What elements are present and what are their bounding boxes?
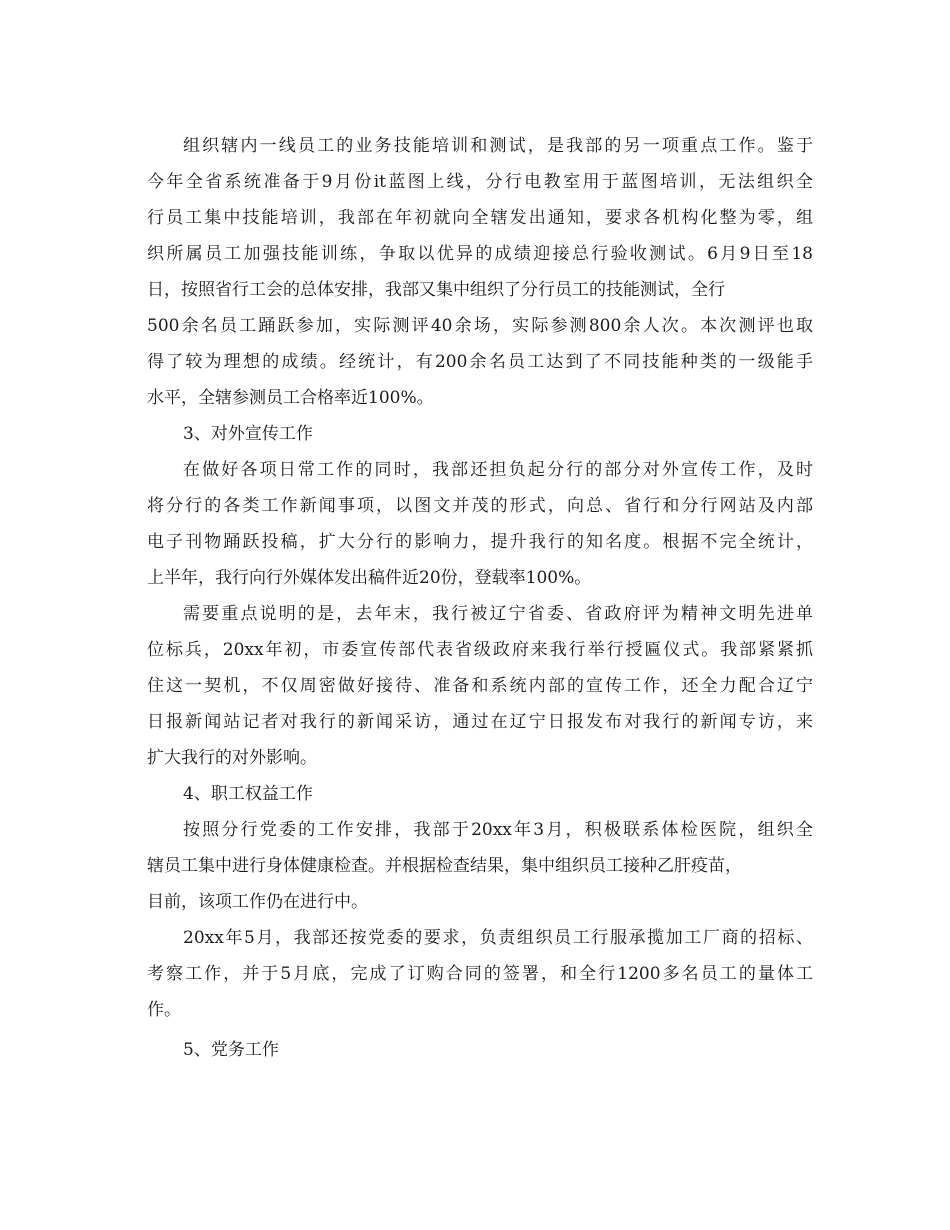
text-line: 在做好各项日常工作的同时，我部还担负起分行的部分对外宣传工作，及时 — [183, 460, 813, 480]
text-line: 上半年，我行向行外媒体发出稿件近20份，登载率100%。 — [147, 568, 592, 588]
text-line: 织所属员工加强技能训练，争取以优异的成绩迎接总行验收测试。6月9日至18 — [147, 244, 813, 264]
section-heading-employee-rights: 4、职工权益工作 — [183, 784, 313, 804]
text-line: 作。 — [147, 1000, 181, 1020]
section-heading-external-publicity: 3、对外宣传工作 — [183, 424, 313, 444]
section-heading-party-affairs: 5、党务工作 — [183, 1040, 279, 1060]
paragraph-publicity — [147, 452, 813, 596]
text-line: 位标兵，20xx年初，市委宣传部代表省级政府来我行举行授匾仪式。我部紧紧抓 — [147, 640, 813, 660]
text-line: 水平，全辖参测员工合格率近100%。 — [147, 388, 434, 408]
text-line: 电子刊物踊跃投稿，扩大分行的影响力，提升我行的知名度。根据不完全统计， — [147, 532, 813, 552]
text-line: 需要重点说明的是，去年末，我行被辽宁省委、省政府评为精神文明先进单 — [183, 604, 813, 624]
text-line: 日报新闻站记者对我行的新闻采访，通过在辽宁日报发布对我行的新闻专访，来 — [147, 712, 813, 732]
text-line: 扩大我行的对外影响。 — [147, 748, 317, 768]
paragraph-award-ceremony — [147, 596, 813, 776]
text-line: 将分行的各类工作新闻事项，以图文并茂的形式，向总、省行和分行网站及内部 — [147, 496, 813, 516]
text-line: 目前，该项工作仍在进行中。 — [147, 892, 368, 912]
text-line: 行员工集中技能培训，我部在年初就向全辖发出通知，要求各机构化整为零，组 — [147, 208, 813, 228]
document-body — [147, 128, 813, 1068]
text-line: 日，按照省行工会的总体安排，我部又集中组织了分行员工的技能测试，全行 — [147, 280, 725, 300]
paragraph-skills-training — [147, 128, 813, 416]
text-line: 辖员工集中进行身体健康检查。并根据检查结果，集中组织员工接种乙肝疫苗， — [147, 856, 742, 876]
text-line: 今年全省系统准备于9月份it蓝图上线，分行电教室用于蓝图培训，无法组织全 — [147, 172, 813, 192]
text-line: 按照分行党委的工作安排，我部于20xx年3月，积极联系体检医院，组织全 — [183, 820, 813, 840]
text-line: 20xx年5月，我部还按党委的要求，负责组织员工行服承揽加工厂商的招标、 — [183, 928, 813, 948]
text-line: 住这一契机，不仅周密做好接待、准备和系统内部的宣传工作，还全力配合辽宁 — [147, 676, 813, 696]
text-line: 得了较为理想的成绩。经统计，有200余名员工达到了不同技能种类的一级能手 — [147, 352, 813, 372]
text-line: 500余名员工踊跃参加，实际测评40余场，实际参测800余人次。本次测评也取 — [147, 316, 813, 336]
paragraph-health-check — [147, 812, 813, 920]
paragraph-uniform-procurement — [147, 920, 813, 1028]
text-line: 考察工作，并于5月底，完成了订购合同的签署，和全行1200多名员工的量体工 — [147, 964, 813, 984]
text-line: 组织辖内一线员工的业务技能培训和测试，是我部的另一项重点工作。鉴于 — [183, 136, 813, 156]
